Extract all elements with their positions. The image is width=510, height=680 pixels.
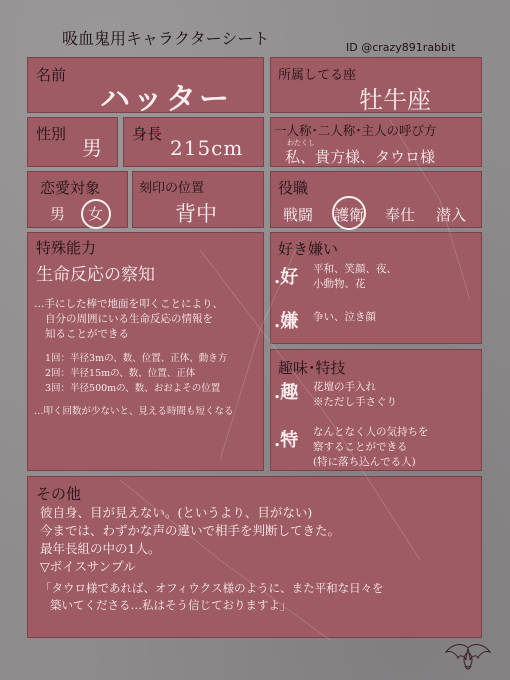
brand-box	[132, 171, 264, 228]
ability-desc-1: …手にした棒で地面を叩くことにより、	[34, 298, 223, 310]
brand-value: 背中	[175, 202, 217, 226]
role-item-guard: 護衛	[334, 206, 365, 224]
hobby-line-1: 花壇の手入れ	[313, 381, 376, 393]
hobbies-label: 趣味･特技	[278, 359, 346, 377]
gender-label: 性別	[36, 125, 67, 143]
brand-label: 刻印の位置	[139, 181, 205, 196]
pronouns-ruby: わたくし	[287, 139, 315, 147]
ability-box	[27, 232, 264, 471]
role-box	[270, 171, 482, 228]
skill-line-2: 察することができる	[313, 441, 408, 453]
ability-label: 特殊能力	[36, 239, 97, 257]
hobby-line-2: ※ただし手さぐり	[313, 396, 397, 408]
constellation-label: 所属してる座	[278, 68, 357, 83]
role-item-infiltration: 潜入	[436, 206, 467, 224]
constellation-value: 牡牛座	[359, 86, 431, 114]
dislike-mark: .嫌	[274, 311, 299, 332]
gender-box	[27, 117, 118, 167]
gender-value: 男	[82, 136, 102, 160]
love-option-female: 女	[88, 205, 104, 223]
height-value: 215cm	[170, 136, 244, 160]
ability-desc-2: 自分の周囲にいる生命反応の情報を	[45, 313, 213, 325]
ability-level-1: 1回：半径3mの、数、位置、正体、動き方	[45, 353, 228, 364]
height-label: 身長	[132, 125, 163, 143]
ability-level-2: 2回：半径15mの、数、位置、正体	[45, 368, 196, 379]
pronouns-box	[270, 117, 482, 167]
other-line-2: 今までは、わずかな声の違いで相手を判断してきた。	[40, 523, 341, 538]
other-quote-1: 「タウロ様であれば、オフィウクス様のように、また平和な日々を	[40, 581, 384, 595]
ability-name: 生命反応の察知	[36, 265, 155, 285]
name-box	[27, 57, 264, 117]
like-line-1: 平和、笑顔、夜、	[313, 263, 397, 275]
likes-label: 好き嫌い	[278, 240, 339, 258]
sheet-title: 吸血鬼用キャラクターシート	[62, 29, 270, 48]
likes-box	[270, 232, 482, 344]
name-label: 名前	[36, 66, 67, 84]
love-label: 恋愛対象	[40, 179, 101, 197]
other-line-1: 彼自身、目が見えない。(というより、目がない)	[40, 505, 313, 520]
love-option-male: 男	[50, 205, 66, 223]
skill-line-3: (特に落ち込んでる人)	[313, 456, 416, 468]
bat-logo-icon	[442, 640, 494, 674]
pronouns-label: 一人称･二人称･主人の呼び方	[274, 123, 437, 138]
height-box	[123, 117, 264, 167]
hobby-mark: .趣	[274, 382, 299, 403]
ability-note: …叩く回数が少ないと、見える時間も短くなる	[34, 406, 234, 417]
other-line-3: 最年長組の中の1人。	[40, 541, 161, 556]
role-label: 役職	[278, 179, 309, 197]
name-value: ハッター	[100, 82, 232, 117]
like-line-2: 小動物、花	[313, 278, 366, 290]
author-id: ID @crazy891rabbit	[346, 41, 456, 54]
other-box	[27, 476, 482, 638]
hobbies-box	[270, 349, 482, 471]
ability-desc-3: 知ることができる	[45, 328, 129, 340]
skill-line-1: なんとなく人の気持ちを	[313, 426, 429, 438]
other-line-4: ▽ボイスサンプル	[40, 559, 136, 574]
skill-mark: .特	[274, 430, 299, 451]
love-box	[27, 171, 128, 228]
like-mark: .好	[274, 267, 299, 288]
dislike-text: 争い、泣き顔	[313, 311, 376, 323]
role-item-service: 奉仕	[385, 206, 416, 224]
ability-level-3: 3回：半径500mの、数、おおよその位置	[45, 383, 221, 394]
other-label: その他	[36, 485, 82, 503]
pronouns-value: 私、貴方様、タウロ様	[285, 148, 436, 166]
constellation-box	[270, 57, 482, 113]
role-item-combat: 戦闘	[283, 206, 314, 224]
other-quote-2: 築いてくださる…私はそう信じておりますよ」	[50, 598, 292, 612]
